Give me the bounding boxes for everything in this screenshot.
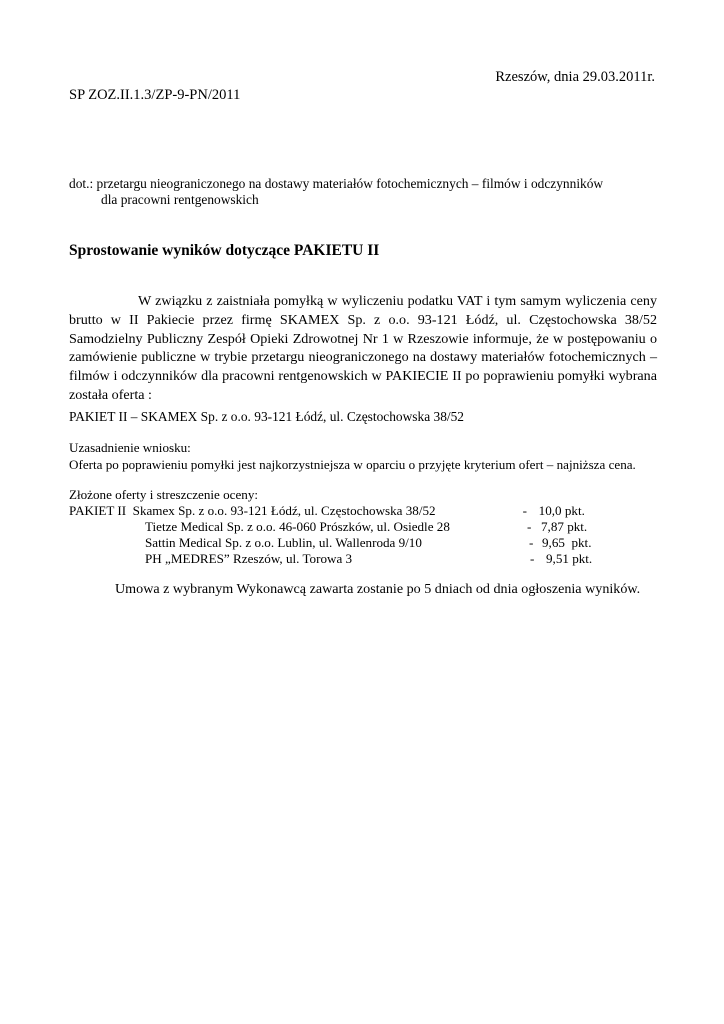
offer-points: 7,87 pkt. <box>541 519 588 534</box>
offer-points: 9,51 pkt. <box>546 551 593 566</box>
subject-block <box>69 176 659 208</box>
subject-line-1: dot.: przetargu nieograniczonego na dostawy materiałów fotochemicznych – filmów i odczynników <box>69 176 604 191</box>
selected-offer: PAKIET II – SKAMEX Sp. z o.o. 93-121 Łódź, ul. Częstochowska 38/52 <box>69 409 464 424</box>
justification-text: Oferta po poprawieniu pomyłki jest najkorzystniejsza w oparciu o przyjęte kryterium ofert – najniższa cena. <box>69 456 636 472</box>
correction-heading: Sprostowanie wyników dotyczące PAKIETU II <box>69 242 380 259</box>
offer-points: 10,0 pkt. <box>538 503 585 518</box>
contract-first-line: Umowa z wybranym Wykonawcą zawarta zostanie po 5 dniach od dnia ogłoszenia <box>115 581 582 597</box>
case-signature: SP ZOZ.II.1.3/ZP-9-PN/2011 <box>69 87 241 103</box>
offer-name: Sattin Medical Sp. z o.o. Lublin, ul. Wallenroda 9/10 <box>145 535 422 550</box>
main-paragraph-first-line: W związku z zaistniała pomyłką w wyliczeniu podatku VAT i tym samym wyliczenia <box>138 293 627 309</box>
offer-name: PH „MEDRES” Rzeszów, ul. Torowa 3 <box>145 551 353 566</box>
package-label: PAKIET II <box>69 503 127 518</box>
offer-row: PAKIET II Skamex Sp. z o.o. 93-121 Łódź, ul. Częstochowska 38/52 - 10,0 pkt. <box>69 503 585 518</box>
main-paragraph <box>69 292 657 405</box>
contract-rest: wyników. <box>585 581 641 597</box>
offer-row: Sattin Medical Sp. z o.o. Lublin, ul. Wallenroda 9/10 - 9,65 pkt. <box>145 535 592 550</box>
justification-label: Uzasadnienie wniosku: <box>69 440 191 455</box>
offers-label: Złożone oferty i streszczenie oceny: <box>69 487 259 502</box>
date-line: Rzeszów, dnia 29.03.2011r. <box>495 69 655 85</box>
contract-paragraph <box>69 580 657 599</box>
offer-row: PH „MEDRES” Rzeszów, ul. Torowa 3 - 9,51 pkt. <box>145 551 593 566</box>
offer-name: Tietze Medical Sp. z o.o. 46-060 Prószków, ul. Osiedle 28 <box>145 519 450 534</box>
subject-line-2: dla pracowni rentgenowskich <box>101 192 259 207</box>
offer-row: Tietze Medical Sp. z o.o. 46-060 Prószków, ul. Osiedle 28 - 7,87 pkt. <box>145 519 588 534</box>
offer-name: Skamex Sp. z o.o. 93-121 Łódź, ul. Częstochowska 38/52 <box>132 503 436 518</box>
justification-block <box>69 440 669 473</box>
offers-block <box>69 487 592 567</box>
offer-points: 9,65 pkt. <box>542 535 592 550</box>
main-paragraph-body: ceny brutto w II Pakiecie przez firmę SKAMEX Sp. z o.o. 93-121 Łódź, ul. Częstochowska 38/52 Samodzielny Publiczny Zespół Opieki Zdrowotnej Nr 1 w Rzeszowie informuje, że w postępowaniu o zamówienie publiczne w trybie przetargu nieograniczonego na dostawy materiałów fotochemicznych – filmów i odczynników dla pracowni rentgenowskich w PAKIECIE II po poprawieniu pomyłki wybrana została oferta : <box>69 293 657 403</box>
